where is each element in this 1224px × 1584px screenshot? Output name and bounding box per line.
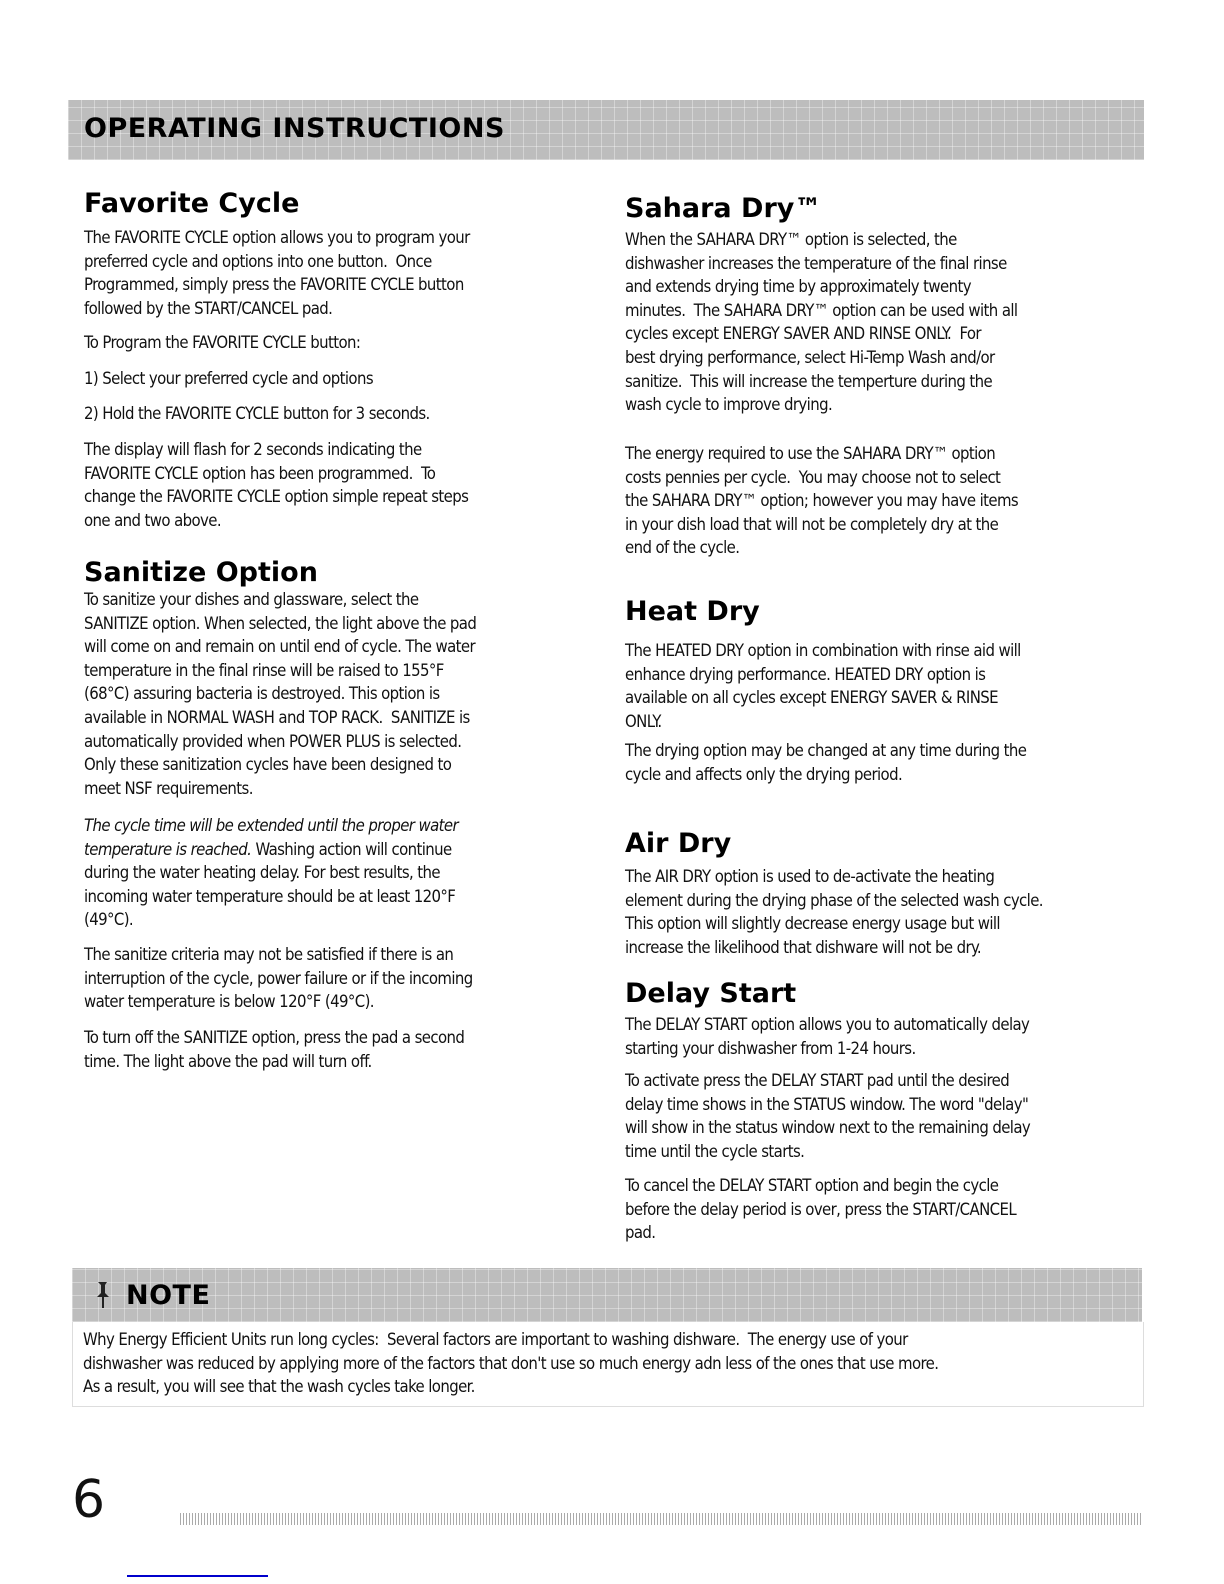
sanitize-criteria: The sanitize criteria may not be satisfied if there is an interruption of the cycle, power failure or if the incoming water temperature is below 120°F (49°C). — [84, 945, 473, 1012]
sanitize-italic-2: temperature is reached. — [84, 839, 252, 859]
delay-start-cancel: To cancel the DELAY START option and begin the cycle before the delay period is over, press the START/CANCEL pad. — [625, 1176, 1017, 1243]
heat-dry-heading: Heat Dry — [625, 596, 760, 627]
pushpin-icon — [94, 1280, 114, 1314]
heat-dry-change: The drying option may be changed at any time during the cycle and affects only the drying period. — [625, 741, 1027, 784]
sanitize-water-temp: during the water heating delay. For best results, the incoming water temperature should be at least 120°F (49°C). — [84, 863, 456, 930]
favorite-cycle-display-note: The display will flash for 2 seconds indicating the FAVORITE CYCLE option has been programmed. To change the FAVORITE CYCLE option simple repeat steps one and two above. — [84, 440, 469, 530]
footer-blue-rule — [127, 1575, 268, 1577]
sahara-dry-description: When the SAHARA DRY™ option is selected, the dishwasher increases the temperature of the final rinse and extends drying time by approximately twenty minutes. The SAHARA DRY™ option can be used with all cycles except ENERGY SAVER AND RINSE ONLY. For best drying performance, select Hi-Temp Wash and/or sanitize. This will increase the temperture during the wash cycle to improve drying. — [625, 230, 1018, 415]
note-box — [72, 1322, 1144, 1407]
favorite-cycle-heading: Favorite Cycle — [84, 188, 300, 219]
page-number: 6 — [72, 1470, 106, 1530]
favorite-cycle-step-1: 1) Select your preferred cycle and options — [84, 369, 373, 388]
sanitize-turn-off: To turn off the SANITIZE option, press the pad a second time. The light above the pad will turn off. — [84, 1028, 465, 1071]
footer-divider — [180, 1513, 1142, 1525]
section-header-banner — [68, 100, 1144, 160]
sanitize-option-heading: Sanitize Option — [84, 557, 318, 588]
sanitize-italic-1: The cycle time will be extended until the proper water — [84, 816, 458, 835]
sahara-dry-energy: The energy required to use the SAHARA DRY™ option costs pennies per cycle. You may choose not to select the SAHARA DRY™ option; however you may have items in your dish load that will not be completely dry at the end of the cycle. — [625, 444, 1019, 558]
note-text: Why Energy Efficient Units run long cycles: Several factors are important to washing dishware. The energy use of your dishwasher was reduced by applying more of the factors that don't use so much energy adn less of the ones that use more. As a result, you will see that the wash cycles take longer. — [83, 1330, 939, 1397]
sanitize-cycle-time-note — [84, 814, 458, 932]
sanitize-intro: To sanitize your dishes and glassware, select the SANITIZE option. When selected, the light above the pad will come on and remain on until end of cycle. The water temperature in the final rinse will be raised to 155°F (68°C) assuring bacteria is destroyed. This option is available in NORMAL WASH and TOP RACK. SANITIZE is automatically provided when POWER PLUS is selected. Only these sanitization cycles have been designed to meet NSF requirements. — [84, 590, 477, 798]
delay-start-heading: Delay Start — [625, 978, 797, 1009]
heat-dry-description: The HEATED DRY option in combination with rinse aid will enhance drying performance. HEATED DRY option is available on all cycles except ENERGY SAVER & RINSE ONLY. — [625, 641, 1021, 731]
sahara-dry-heading: Sahara Dry™ — [625, 193, 822, 224]
delay-start-description: The DELAY START option allows you to automatically delay starting your dishwasher from 1-24 hours. — [625, 1015, 1030, 1058]
favorite-cycle-program-label: To Program the FAVORITE CYCLE button: — [84, 333, 361, 352]
section-title: OPERATING INSTRUCTIONS — [84, 113, 505, 144]
note-banner — [72, 1268, 1142, 1322]
air-dry-description: The AIR DRY option is used to de-activate the heating element during the drying phase of the selected wash cycle. This option will slightly decrease energy usage but will increase the likelihood that dishware will not be dry. — [625, 867, 1043, 957]
sanitize-washing-action: Washing action will continue — [251, 839, 452, 859]
favorite-cycle-step-2: 2) Hold the FAVORITE CYCLE button for 3 seconds. — [84, 404, 430, 423]
air-dry-heading: Air Dry — [625, 828, 732, 859]
delay-start-activate: To activate press the DELAY START pad until the desired delay time shows in the STATUS window. The word "delay" will show in the status window next to the remaining delay time until the cycle starts. — [625, 1071, 1031, 1161]
note-title: NOTE — [126, 1280, 211, 1311]
favorite-cycle-intro: The FAVORITE CYCLE option allows you to program your preferred cycle and options into one button. Once Programmed, simply press the FAVORITE CYCLE button followed by the START/CANCEL pad. — [84, 228, 470, 318]
